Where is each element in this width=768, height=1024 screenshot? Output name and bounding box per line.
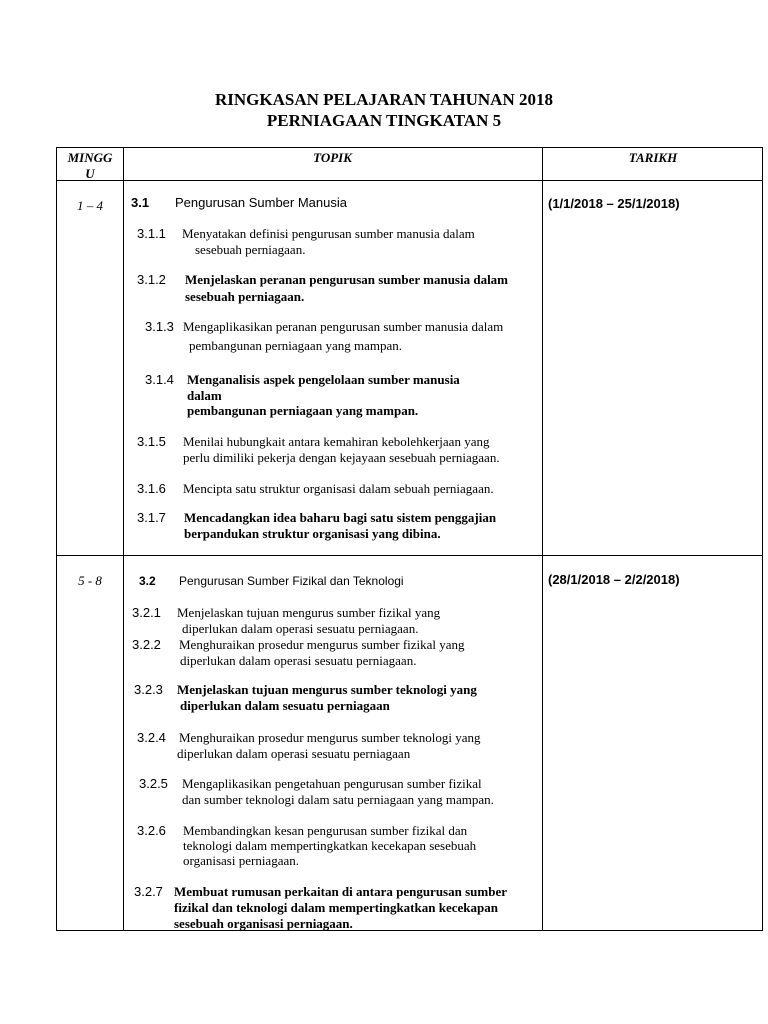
header-minggu — [57, 150, 123, 182]
item-text: Menjelaskan peranan pengurusan sumber manusia dalam — [185, 272, 509, 287]
item-number: 3.1.3 — [145, 319, 174, 334]
item-text: Mencadangkan idea baharu bagi satu sistem penggajian — [184, 510, 497, 525]
section-heading — [139, 574, 404, 588]
item-text: Mencipta satu struktur organisasi dalam sebuah perniagaan. — [183, 481, 494, 496]
item-text: pembangunan perniagaan yang mampan. — [189, 338, 402, 353]
item-number: 3.2.5 — [139, 776, 168, 791]
item-number: 3.2.2 — [132, 637, 161, 652]
row-divider — [57, 555, 762, 556]
item-number: 3.2.7 — [134, 884, 163, 899]
item-number: 3.1.5 — [137, 434, 166, 449]
item-number: 3.1.7 — [137, 510, 166, 525]
item-number: 3.2.1 — [132, 605, 161, 620]
item-text: Menghuraikan prosedur mengurus sumber teknologi yang — [179, 730, 481, 745]
section-title: Pengurusan Sumber Fizikal dan Teknologi — [179, 574, 404, 588]
item-text: dalam — [187, 388, 222, 403]
section-number: 3.1 — [131, 195, 150, 210]
item-text: diperlukan dalam operasi sesuatu perniagaan — [177, 746, 411, 761]
item-text: berpandukan struktur organisasi yang dibina. — [184, 526, 441, 541]
item-text: Menyatakan definisi pengurusan sumber manusia dalam — [182, 226, 475, 241]
item-number: 3.2.6 — [137, 823, 166, 838]
header-minggu-line: MINGG — [67, 150, 113, 165]
item-text: sesebuah organisasi perniagaan. — [174, 916, 353, 931]
item-number: 3.2.3 — [134, 682, 163, 697]
item-text: Menghuraikan prosedur mengurus sumber fizikal yang — [179, 637, 465, 652]
item-text: sesebuah perniagaan. — [185, 289, 305, 304]
item-text: perlu dimiliki pekerja dengan kejayaan sesebuah perniagaan. — [183, 450, 500, 465]
item-number: 3.1.1 — [137, 226, 166, 241]
document-title: RINGKASAN PELAJARAN TAHUNAN 2018 — [215, 90, 553, 109]
lesson-table — [56, 147, 763, 931]
row-tarikh: (1/1/2018 – 25/1/2018) — [548, 196, 680, 211]
row-tarikh: (28/1/2018 – 2/2/2018) — [548, 572, 680, 587]
column-divider — [542, 148, 543, 930]
row-minggu: 1 – 4 — [77, 198, 103, 213]
item-text: diperlukan dalam sesuatu perniagaan — [180, 698, 390, 713]
section-number: 3.2 — [139, 574, 156, 588]
document-subtitle: PERNIAGAAN TINGKATAN 5 — [266, 111, 502, 130]
item-text: Mengaplikasikan pengetahuan pengurusan sumber fizikal — [182, 776, 482, 791]
header-divider — [57, 180, 762, 181]
item-text: sesebuah perniagaan. — [195, 242, 306, 257]
item-text: diperlukan dalam operasi sesuatu perniagaan. — [180, 653, 417, 668]
header-tarikh: TARIKH — [628, 150, 678, 165]
item-text: Menjelaskan tujuan mengurus sumber fizikal yang — [177, 605, 441, 620]
section-heading — [131, 195, 347, 210]
item-text: Menjelaskan tujuan mengurus sumber teknologi yang — [177, 682, 477, 697]
section-title: Pengurusan Sumber Manusia — [175, 195, 347, 210]
item-text: Membandingkan kesan pengurusan sumber fizikal dan — [183, 823, 468, 838]
item-number: 3.1.4 — [145, 372, 174, 387]
item-text: Membuat rumusan perkaitan di antara pengurusan sumber — [174, 884, 507, 899]
item-text: fizikal dan teknologi dalam mempertingkatkan kecekapan — [174, 900, 498, 915]
item-text: teknologi dalam mempertingkatkan kecekapan sesebuah — [183, 838, 477, 853]
item-text: pembangunan perniagaan yang mampan. — [187, 403, 419, 418]
header-minggu-line: U — [85, 166, 95, 181]
item-text: diperlukan dalam operasi sesuatu perniagaan. — [182, 621, 419, 636]
item-text: Menilai hubungkait antara kemahiran kebolehkerjaan yang — [183, 434, 490, 449]
row-minggu: 5 - 8 — [78, 573, 102, 588]
item-number: 3.2.4 — [137, 730, 166, 745]
item-number: 3.1.2 — [137, 272, 166, 287]
item-text: dan sumber teknologi dalam satu perniagaan yang mampan. — [182, 792, 494, 807]
item-text: Mengaplikasikan peranan pengurusan sumber manusia dalam — [183, 319, 504, 334]
header-topik: TOPIK — [313, 150, 352, 165]
item-number: 3.1.6 — [137, 481, 166, 496]
item-text: Menganalisis aspek pengelolaan sumber manusia — [187, 372, 460, 387]
item-text: organisasi perniagaan. — [183, 853, 299, 868]
column-divider — [123, 148, 124, 930]
